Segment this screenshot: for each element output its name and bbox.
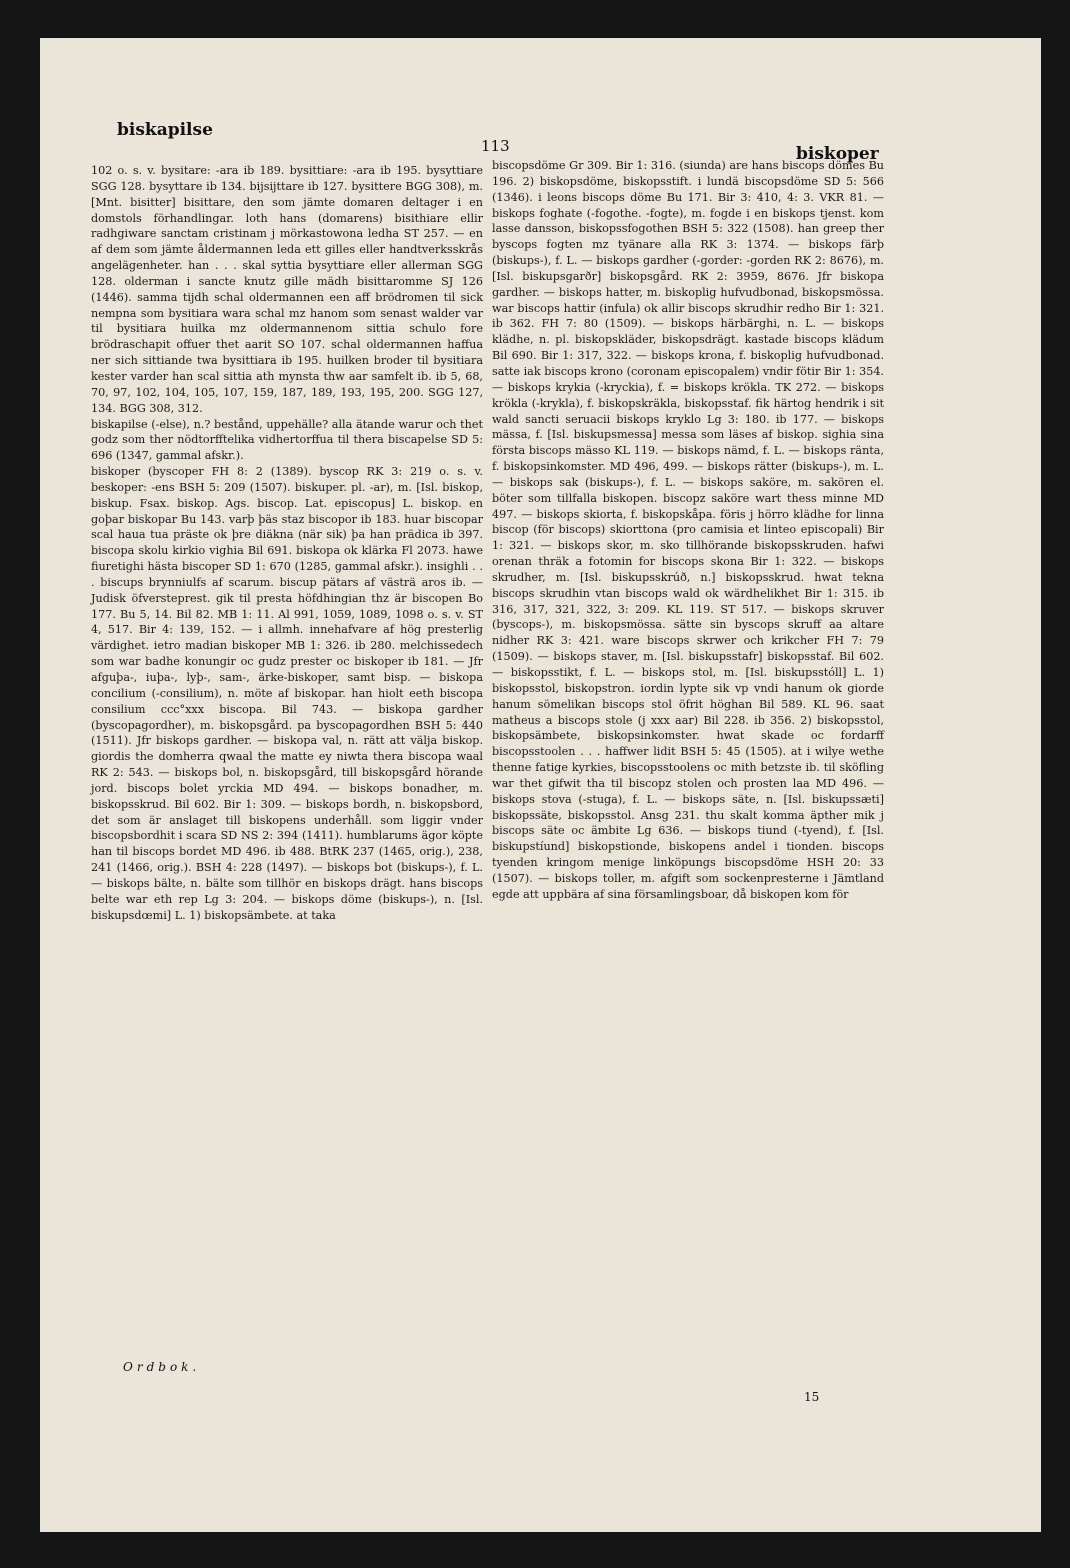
sheet-number: 15 [804, 1390, 820, 1404]
entry-text: biskoper (byscoper FH 8: 2 (1389). byscop RK 3: 219 o. s. v. beskoper: -ens BSH 5: 209 (1507). biskuper. pl. -ar), m. [Isl. biskop, biskup. Fsax. biskop. Ags. biscop. Lat. episcopus] L. biskop. en goþar biskopar Bu 143. varþ þäs staz biscopor ib 183. huar biscopar scal haua tua präste ok þre diäkna (när sik) þa han prädica ib 397. biscopa skolu kirkio vighia Bil 691. biskopa ok klärka Fl 2073. hawe fiuretighi hästa biscoper SD 1: 670 (1285, gammal afskr.). insighli . . . biscups brynniulfs af scarum. biscup pätars af västrä aros ib. — Judisk öfversteprest. gik til presta höfdhingian thz är biscopen Bo 177. Bu 5, 14. Bil 82. MB 1: 11. Al 991, 1059, 1089, 1098 o. s. v. ST 4, 517. Bir 4: 139, 152. — i allmh. innehafvare af hög presterlig värdighet. ietro madian biskoper MB 1: 326. ib 280. melchissedech som war badhe konungir oc gudz prester oc biskoper ib 181. — Jfr afguþa-, iuþa-, lyþ-, sam-, ärke-biskoper, samt bisp. — biskopa concilium (-consilium), n. möte af biskopar. han hiolt eeth biscopa consilium ccc°xxx biscopa. Bil 743. — biskopa gardher (byscopagordher), m. biskopsgård. pa byscopagordhen BSH 5: 440 (1511). Jfr biskops gardher. — biskopa val, n. rätt att välja biskop. giordis the domherra qwaal the matte ey niwta thera biscopa waal RK 2: 543. — biskops bol, n. biskopsgård, till biskopsgård hörande jord. biscops bolet yrckia MD 494. — biskops bonadher, m. biskopsskrud. Bil 602. Bir 1: 309. — biskops bordh, n. biskopsbord, det som är anslaget till biskopens underhåll. som liggir vnder biscopsbordhit i scara SD NS 2: 394 (1411). humblarums ägor köpte han til biscops bordet MD 496. ib 488. BtRK 237 (1465, orig.), 238, 241 (1466, orig.). BSH 4: 228 (1497). — biskops bot (biskups-), f. L. — biskops bälte, n. bälte som tillhör en biskops drägt. hans biscops belte war eth rep Lg 3: 204. — biskops döme (biskups-), n. [Isl. biskupsdœmi] L. 1) biskopsämbete. at taka [91, 465, 483, 922]
left-column [91, 163, 483, 924]
entry-text: 102 o. s. v. bysitare: -ara ib 189. bysittiare: -ara ib 195. bysyttiare SGG 128. bysyttare ib 134. bijsijttare ib 127. bysittere BGG 308), m. [Mnt. bisitter] bisittare, den som jämte domaren deltager i en domstols förhandlingar. loth hans (domarens) bisithiare ellir radhgiware sanctam cristinam j mörkastowona ledha ST 257. — en af dem som jämte åldermannen leda ett gilles eller handtverksskrås angelägenheter. han . . . skal syttia bysyttiare eller allerman SGG 128. olderman i sancte knutz gille mädh bisittaromme SJ 126 (1446). samma tijdh schal oldermannen een aff brödromen til sick nempna som bysitiara wara schal mz hanom som senast walder var til bysitiara huilka mz oldermannenom sittia schulo fore brödraschapit offuer thet aarit SO 107. schal oldermannen haffua ner sich sittiande twa bysittiara ib 195. huilken broder til bysitiara kester varder han scal sittia ath mynsta thw aar samfelt ib. ib 5, 68, 70, 97, 102, 104, 105, 107, 159, 187, 189, 193, 195, 200. SGG 127, 134. BGG 308, 312. [91, 164, 483, 415]
page-number: 113 [481, 137, 510, 155]
running-head-left: biskapilse [117, 120, 213, 140]
entry-text: biskapilse (-else), n.? bestånd, uppehälle? alla ätande warur och thet godz som ther nödtorfftelika vidhertorffua til thera biscapelse SD 5: 696 (1347, gammal afskr.). [91, 417, 483, 463]
right-column [492, 158, 884, 903]
entry-text: biscopsdöme Gr 309. Bir 1: 316. (siunda) are hans biscops dömes Bu 196. 2) biskopsdöme, biskopsstift. i lundä biscopsdöme SD 5: 566 (1346). i leons biscops döme Bu 171. Bir 3: 410, 4: 3. VKR 81. — biskops foghate (-fogothe. -fogte), m. fogde i en biskops tjenst. kom lasse dansson, biskopssfogothen BSH 5: 322 (1508). han greep ther byscops fogten mz tyänare alla RK 3: 1374. — biskops färþ (biskups-), f. L. — biskops gardher (-gorder: -gorden RK 2: 8676), m. [Isl. biskupsgarðr] biskopsgård. RK 2: 3959, 8676. Jfr biskopa gardher. — biskops hatter, m. biskoplig hufvudbonad, biskopsmössa. war biscops hattir (infula) ok allir biscops skrudhir redho Bir 1: 321. ib 362. FH 7: 80 (1509). — biskops härbärghi, n. L. — biskops klädhe, n. pl. biskopskläder, biskopsdrägt. kastade biscops klädum Bil 690. Bir 1: 317, 322. — biskops krona, f. biskoplig hufvudbonad. satte iak biscops krono (coronam episcopalem) vndir fötir Bir 1: 354. — biskops krykia (-kryckia), f. = biskops krökla. TK 272. — biskops krökla (-krykla), f. biskopskräkla, biskopsstaf. fik härtog hendrik i sit wald sancti seruacii biskops kryklo Lg 3: 180. ib 177. — biskops mässa, f. [Isl. biskupsmessa] messa som läses af biskop. sighia sina första biscops mässo KL 119. — biskops nämd, f. L. — biskops ränta, f. biskopsinkomster. MD 496, 499. — biskops rätter (biskups-), m. L. — biskops sak (biskups-), f. L. — biskops saköre, m. sakören el. böter som tillfalla biskopen. biscopz saköre wart thess minne MD 497. — biskops skiorta, f. biskopskåpa. föris j hörro klädhe for linna biscop (för biscops) skiorttona (pro camisia et linteo episcopali) Bir 1: 321. — biskops skor, m. sko tillhörande biskopsskruden. hafwi orenan thräk a fotomin for biscops skona Bir 1: 322. — biskops skrudher, m. [Isl. biskupsskrúð, n.] biskopsskrud. hwat tekna biscops skrudhin vtan biscops wald ok wärdhelikhet Bir 1: 315. ib 316, 317, 321, 322, 3: 209. KL 119. ST 517. — biskops skruver (byscops-), m. biskopsmössa. sätte sin byscops skruff aa altare nidher RK 3: 421. ware biscops skrwer och krikcher FH 7: 79 (1509). — biskops staver, m. [Isl. biskupsstafr] biskopsstaf. Bil 602. — biskopsstikt, f. L. — biskops stol, m. [Isl. biskupsstóll] L. 1) biskopsstol, biskopstron. iordin lypte sik vp vndi hanum ok giorde hanum sömelikan biscops stol öfrit höghan Bil 589. KL 96. saat matheus a biscops stole (j xxx aar) Bil 228. ib 356. 2) biskopsstol, biskopsämbete, biskopsinkomster. hwat skade oc fordarff biscopsstoolen . . . haffwer lidit BSH 5: 45 (1505). at i wilye wethe thenne fatige kyrkies, biscopsstoolens oc mith betzste ib. til sköfling war thet gifwit tha til biscopz stolen och prosten laa MD 496. — biskops stova (-stuga), f. L. — biskops säte, n. [Isl. biskupssæti] biskopssäte, biskopsstol. Ansg 231. thu skalt komma äpther mik j biscops säte oc ämbite Lg 636. — biskops tiund (-tyend), f. [Isl. biskupstíund] biskopstionde, biskopens andel i tionden. biscops tyenden kringom menige linköpungs biscopsdöme HSH 20: 33 (1507). — biskops toller, m. afgift som sockenpresterne i Jämtland egde att uppbära af sina församlingsboar, då biskopen kom för [492, 159, 884, 901]
signature-mark: Ordbok. [123, 1360, 201, 1374]
running-head-right: biskoper [796, 144, 879, 164]
dictionary-page [40, 38, 1041, 1532]
page-corner [40, 38, 48, 46]
